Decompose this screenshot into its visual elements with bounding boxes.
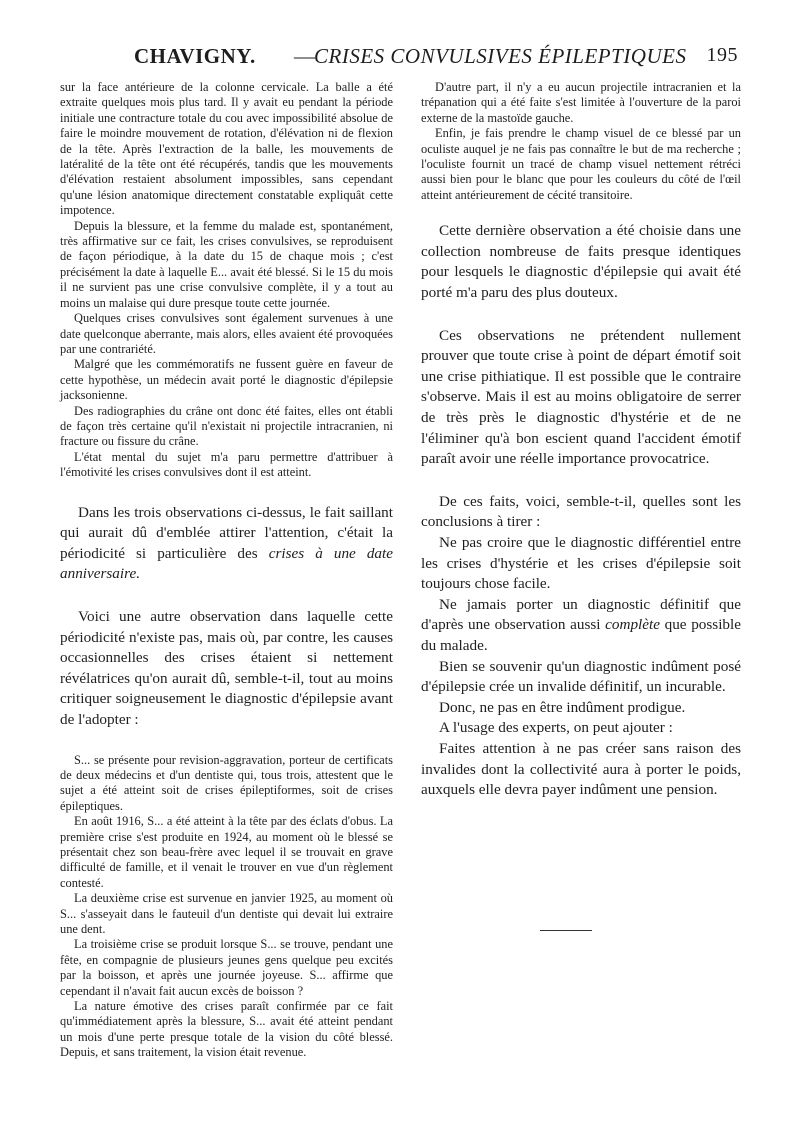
- observation-1-text: [60, 80, 393, 481]
- paragraph: L'état mental du sujet m'a paru permettre d'attribuer à l'émotivité les crises convulsives dont il est atteint.: [60, 449, 393, 480]
- observation-2-text: [60, 753, 393, 1061]
- paragraph: Quelques crises convulsives sont également survenues à une date quelconque aberrante, mais alors, elles avaient été provoquées par une contrariété.: [60, 311, 393, 356]
- paragraph: sur la face antérieure de la colonne cervicale. La balle a été extraite quelques mois plus tard. Il y avait eu pendant la période initiale une contracture totale du cou avec impossibilité absolue de faire le moindre mouvement de rotation, d'élévation ni de flexion de la tête. Après l'extraction de la balle, les mouvements de latéralité de la tête ont été récupérés, tandis que les mouvements d'élévation restaient absolument impossibles, sans cependant qu'une lésion anatomique directement constatable expliquât cette impotence.: [60, 80, 393, 218]
- left-column: [60, 80, 393, 1061]
- paragraph: Voici une autre observation dans laquelle cette périodicité n'existe pas, mais où, par contre, les causes occasionnelles des crises étaient si nettement révélatrices qu'on aurait dû, semble-t-il, tout au moins critiquer soigneusement le diagnostic d'épilepsie avant de l'adopter :: [60, 607, 393, 728]
- article-title: CRISES CONVULSIVES ÉPILEPTIQUES: [314, 44, 687, 68]
- paragraph: A l'usage des experts, on peut ajouter :: [439, 719, 673, 737]
- paragraph: La troisième crise se produit lorsque S... se trouve, pendant une fête, en compagnie de plusieurs jeunes gens quelque peu excités par la boisson, et après une journée joyeuse. S... affirme que cependant il n'avait fait aucun excès de boisson ?: [60, 937, 393, 998]
- paragraph: Des radiographies du crâne ont donc été faites, elles ont établi de façon très certaine qu'il n'existait ni projectile intracranien, ni fracture ou fissure du crâne.: [60, 403, 393, 449]
- conclusion-item: Bien se souvenir qu'un diagnostic indûment posé d'épilepsie crée un invalide définitif, un incurable.: [421, 657, 741, 696]
- conclusion-item: [421, 595, 741, 657]
- paragraph: [60, 503, 393, 585]
- text-run: Ne jamais porter un diagnostic définitif que d'après une observation aussi: [421, 595, 741, 634]
- paragraph: Faites attention à ne pas créer sans raison des invalides dont la collectivité aura à porter le poids, auxquels elle devra payer indûment une pension.: [421, 739, 741, 799]
- paragraph: D'autre part, il n'y a eu aucun projectile intracranien et la trépanation qui a été faite s'est limitée à l'ouverture de la paroi externe de la mastoïde gauche.: [421, 80, 741, 125]
- paragraph: Enfin, je fais prendre le champ visuel de ce blessé par un oculiste auquel je ne fais pas connaître le but de ma recherche ; l'oculiste fournit un tracé de champ visuel nettement rétréci aussi bien pour le blanc que pour les couleurs du côté de l'œil atteint antérieurement de cécité transitoire.: [421, 126, 741, 202]
- paragraph: Ces observations ne prétendent nullement prouver que toute crise à point de départ émotif soit une crise pithiatique. Il est possible que le contraire s'observe. Mais il est au moins obligatoire de serrer de très près le diagnostic d'hystérie et de ne l'éliminer qu'à bon escient quand l'accident émotif paraît avoir une réelle importance provocatrice.: [421, 326, 741, 468]
- header-dash: —: [294, 44, 316, 68]
- text-run: que possible du malade.: [421, 616, 741, 654]
- conclusion-item: Ne pas croire que le diagnostic différentiel entre les crises d'hystérie et les crises d'épilepsie soit toujours chose facile.: [421, 533, 741, 593]
- text-run: Dans les trois observations ci-dessus, le fait saillant qui aurait dû d'emblée attirer l'attention, c'était la périodicité si particulière des: [60, 503, 393, 562]
- paragraph: En août 1916, S... a été atteint à la tête par des éclats d'obus. La première crise s'est produite en 1924, au moment où le blessé se présentait chez son beau-frère avec lequel il se trouvait en grave difficulté de famille, et il venait le trouver en vue d'un règlement contesté.: [60, 814, 393, 890]
- observation-2-continued: [421, 80, 741, 203]
- right-column: [421, 80, 741, 801]
- paragraph: Malgré que les commémoratifs ne fussent guère en faveur de cette hypothèse, un médecin avait porté le diagnostic d'épilepsie jacksonienne.: [60, 357, 393, 403]
- author-name: CHAVIGNY.: [134, 44, 256, 68]
- conclusion-item: Donc, ne pas en être indûment prodigue.: [439, 698, 686, 716]
- paragraph: S... se présente pour revision-aggravation, porteur de certificats de deux médecins et d'un dentiste qui, tous trois, attestent que le sujet a été atteint soit de crises épileptiformes, soit de crises épileptiques.: [60, 752, 393, 813]
- emphasis: crises à une date anniversaire.: [60, 544, 393, 583]
- discussion-text: [421, 221, 741, 800]
- commentary-text: [60, 503, 393, 731]
- emphasis: complète: [605, 616, 660, 634]
- paragraph: De ces faits, voici, semble-t-il, quelles sont les conclusions à tirer :: [421, 492, 741, 531]
- paragraph: La deuxième crise est survenue en janvier 1925, au moment où S... s'asseyait dans le fauteuil d'un dentiste qui devait lui extraire une dent.: [60, 891, 393, 936]
- paragraph: Depuis la blessure, et la femme du malade est, spontanément, très affirmative sur ce fait, les crises convulsives, se reproduisent de façon périodique, à la date du 15 de chaque mois ; c'est précisément la date à laquelle E... avait été blessé. Si le 15 du mois il ne survient pas une crise convulsive complète, il y a tout au moins un malaise qui dure presque toute cette journée.: [60, 218, 393, 310]
- running-header: [62, 44, 738, 78]
- page-number: 195: [706, 44, 738, 66]
- paragraph: La nature émotive des crises paraît confirmée par ce fait qu'immédiatement après la blessure, S... avait été atteint pendant un mois d'une perte presque totale de la vision du côté blessé. Depuis, et sans traitement, la vision était revenue.: [60, 999, 393, 1060]
- end-rule: [540, 930, 592, 931]
- paragraph: Cette dernière observation a été choisie dans une collection nombreuse de faits presque identiques pour lesquels le diagnostic d'épilepsie qui avait été porté m'a paru des plus douteux.: [421, 222, 741, 302]
